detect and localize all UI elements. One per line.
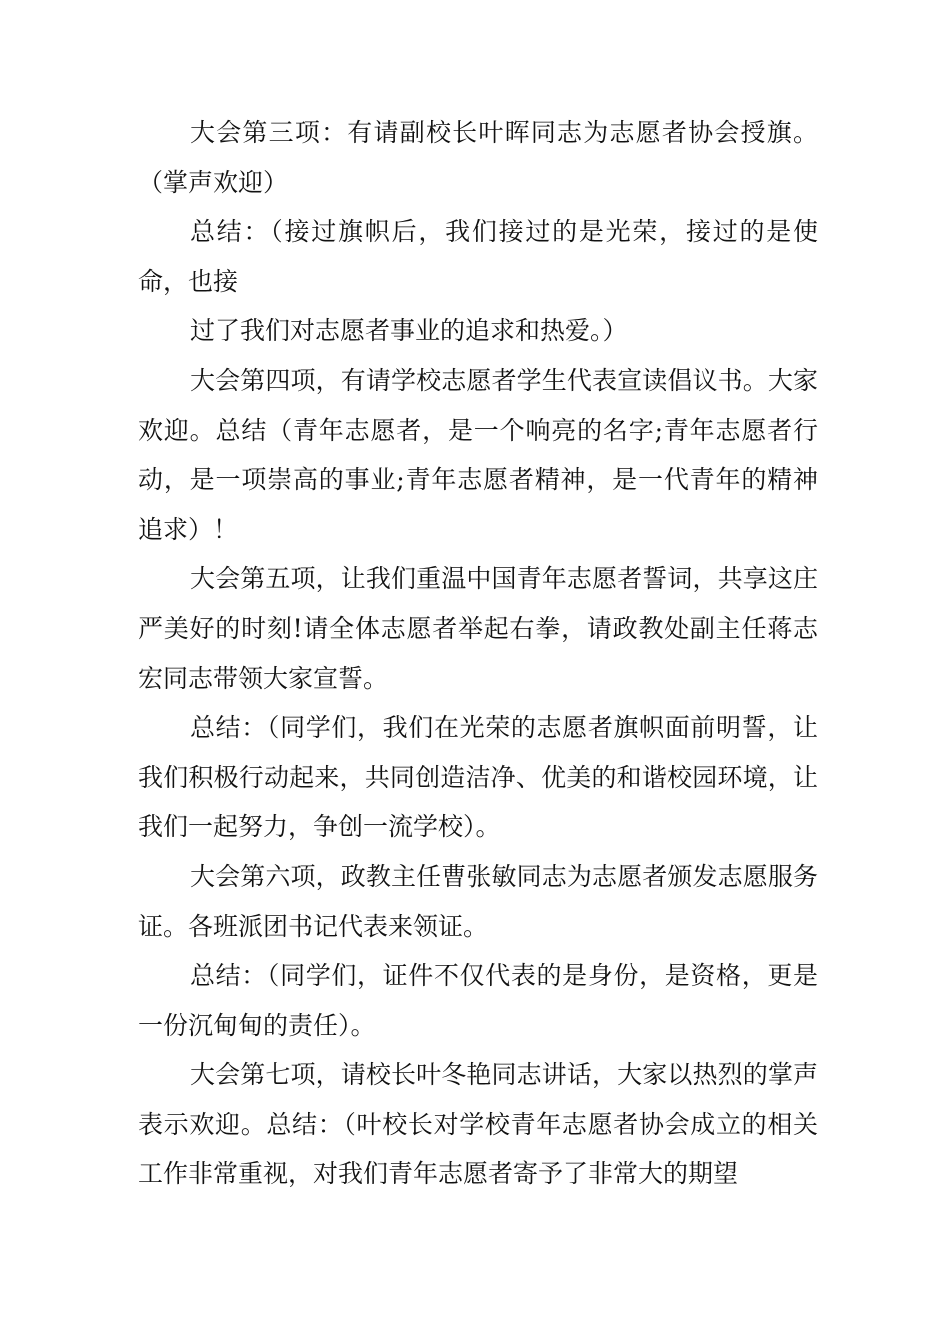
paragraph-summary-certificate: 总结：（同学们，证件不仅代表的是身份，是资格，更是一份沉甸甸的责任）。 — [138, 961, 818, 1040]
paragraph-item-6: 大会第六项，政教主任曹张敏同志为志愿者颁发志愿服务证。各班派团书记代表来领证。 — [138, 861, 818, 941]
document-body — [138, 108, 818, 1199]
paragraph-item-3: 大会第三项：有请副校长叶晖同志为志愿者协会授旗。（掌声欢迎） — [138, 118, 818, 197]
paragraph-summary-flag: 总结：（接过旗帜后，我们接过的是光荣，接过的是使命，也接 — [138, 217, 818, 296]
paragraph-summary-flag-cont: 过了我们对志愿者事业的追求和热爱。） — [190, 316, 628, 346]
paragraph-item-5: 大会第五项，让我们重温中国青年志愿者誓词，共享这庄严美好的时刻!请全体志愿者举起右拳，请政教处副主任蒋志宏同志带领大家宣誓。 — [138, 564, 818, 693]
paragraph-item-7: 大会第七项，请校长叶冬艳同志讲话，大家以热烈的掌声表示欢迎。总结：（叶校长对学校青年志愿者协会成立的相关工作非常重视，对我们青年志愿者寄予了非常大的期望 — [138, 1060, 818, 1189]
paragraph-item-4: 大会第四项，有请学校志愿者学生代表宣读倡议书。大家欢迎。总结（青年志愿者，是一个响亮的名字;青年志愿者行动，是一项崇高的事业;青年志愿者精神，是一代青年的精神追求）！ — [138, 365, 818, 544]
paragraph-summary-oath: 总结：（同学们，我们在光荣的志愿者旗帜面前明誓，让我们积极行动起来，共同创造洁净、优美的和谐校园环境，让我们一起努力，争创一流学校）。 — [138, 713, 818, 842]
